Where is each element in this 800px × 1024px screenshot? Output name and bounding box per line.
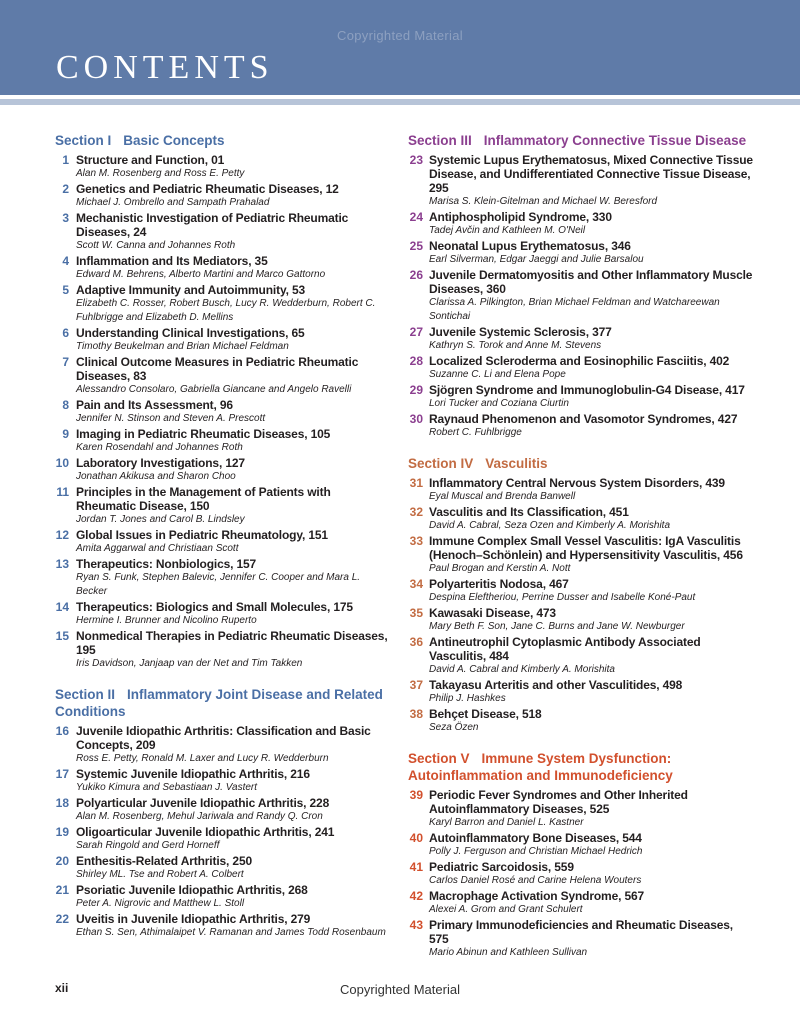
chapter-entry [55, 398, 393, 426]
chapter-entry [55, 211, 393, 253]
chapter-title: Juvenile Systemic Sclerosis, 377 [429, 325, 612, 339]
chapter-number: 41 [409, 860, 423, 874]
chapter-title: Clinical Outcome Measures in Pediatric Rheumatic Diseases, 83 [76, 355, 359, 383]
section-title: Vasculitis [485, 456, 548, 471]
chapter-authors: David A. Cabral and Kimberly A. Morishita [429, 664, 615, 675]
header-divider [0, 99, 800, 105]
chapter-title: Immune Complex Small Vessel Vasculitis: IgA Vasculitis (Henoch–Schönlein) and Hypersensitivity Vasculitis, 456 [429, 534, 743, 562]
chapter-authors: Alessandro Consolaro, Gabriella Giancane and Angelo Ravelli [76, 384, 352, 395]
section-heading [55, 132, 393, 149]
chapter-entry [408, 383, 753, 411]
chapter-authors: Yukiko Kimura and Sebastiaan J. Vastert [76, 782, 258, 793]
chapter-entry [408, 577, 753, 605]
chapter-authors: Mario Abinun and Kathleen Sullivan [429, 947, 588, 958]
chapter-title: Therapeutics: Biologics and Small Molecules, 175 [76, 600, 353, 614]
header-watermark: Copyrighted Material [337, 28, 463, 43]
chapter-title: Periodic Fever Syndromes and Other Inherited Autoinflammatory Diseases, 525 [429, 788, 688, 816]
chapter-title: Primary Immunodeficiencies and Rheumatic Diseases, 575 [429, 918, 733, 946]
chapter-title: Understanding Clinical Investigations, 65 [76, 326, 305, 340]
chapter-entry [55, 724, 393, 766]
chapter-authors: Philip J. Hashkes [429, 693, 506, 704]
chapter-entry [55, 600, 393, 628]
chapter-entry [55, 629, 393, 671]
section-number: Section II [55, 687, 116, 702]
chapter-title: Inflammation and Its Mediators, 35 [76, 254, 268, 268]
section-number: Section IV [408, 456, 474, 471]
chapter-entry [55, 456, 393, 484]
section-title: Inflammatory Joint Disease and Related Conditions [55, 687, 383, 719]
chapter-entry [55, 283, 393, 325]
chapter-title: Mechanistic Investigation of Pediatric Rheumatic Diseases, 24 [76, 211, 349, 239]
chapter-entry [408, 476, 753, 504]
chapter-title: Macrophage Activation Syndrome, 567 [429, 889, 645, 903]
chapter-authors: Jordan T. Jones and Carol B. Lindsley [76, 514, 245, 525]
chapter-authors: Ryan S. Funk, Stephen Balevic, Jennifer C. Cooper and Mara L. Becker [76, 572, 361, 597]
chapter-entry [408, 678, 753, 706]
chapter-authors: Kathryn S. Torok and Anne M. Stevens [429, 340, 602, 351]
chapter-title: Vasculitis and Its Classification, 451 [429, 505, 629, 519]
chapter-number: 31 [409, 476, 423, 490]
section-title: Immune System Dysfunction: Autoinflammation and Immunodeficiency [408, 751, 673, 783]
section-heading [408, 132, 753, 149]
chapter-number: 35 [409, 606, 423, 620]
chapter-number: 38 [409, 707, 423, 721]
chapter-entry [55, 883, 393, 911]
chapter-number: 16 [55, 724, 69, 738]
chapter-title: Oligoarticular Juvenile Idiopathic Arthritis, 241 [76, 825, 335, 839]
chapter-authors: Elizabeth C. Rosser, Robert Busch, Lucy R. Wedderburn, Robert C. Fuhlbrigge and Elizabeth D. Mellins [76, 298, 376, 323]
chapter-entry [408, 707, 753, 735]
chapter-title: Principles in the Management of Patients with Rheumatic Disease, 150 [76, 485, 331, 513]
chapter-authors: Ethan S. Sen, Athimalaipet V. Ramanan and James Todd Rosenbaum [76, 927, 386, 938]
chapter-authors: Hermine I. Brunner and Nicolino Ruperto [76, 615, 257, 626]
chapter-title: Psoriatic Juvenile Idiopathic Arthritis, 268 [76, 883, 308, 897]
chapter-entry [408, 788, 753, 830]
chapter-entry [408, 889, 753, 917]
chapter-number: 1 [62, 153, 69, 167]
chapter-number: 36 [409, 635, 423, 649]
chapter-authors: Sarah Ringold and Gerd Horneff [76, 840, 220, 851]
chapter-number: 6 [62, 326, 69, 340]
chapter-authors: Amita Aggarwal and Christiaan Scott [76, 543, 239, 554]
section-title: Basic Concepts [123, 133, 225, 148]
chapter-authors: Alan M. Rosenberg, Mehul Jariwala and Randy Q. Cron [76, 811, 323, 822]
chapter-authors: Timothy Beukelman and Brian Michael Feldman [76, 341, 289, 352]
chapter-title: Pediatric Sarcoidosis, 559 [429, 860, 574, 874]
chapter-authors: Alan M. Rosenberg and Ross E. Petty [76, 168, 245, 179]
chapter-number: 33 [409, 534, 423, 548]
chapter-number: 40 [409, 831, 423, 845]
chapter-number: 11 [56, 485, 69, 499]
chapter-entry [55, 825, 393, 853]
chapter-title: Adaptive Immunity and Autoimmunity, 53 [76, 283, 305, 297]
chapter-authors: Alexei A. Grom and Grant Schulert [429, 904, 583, 915]
chapter-title: Behçet Disease, 518 [429, 707, 542, 721]
chapter-title: Systemic Juvenile Idiopathic Arthritis, 216 [76, 767, 310, 781]
chapter-entry [55, 854, 393, 882]
chapter-entry [408, 918, 753, 960]
chapter-number: 32 [409, 505, 423, 519]
page-number: xii [55, 981, 69, 995]
chapter-number: 18 [55, 796, 69, 810]
chapter-title: Polyarticular Juvenile Idiopathic Arthritis, 228 [76, 796, 330, 810]
section-number: Section III [408, 133, 472, 148]
chapter-authors: Jennifer N. Stinson and Steven A. Prescott [76, 413, 266, 424]
chapter-authors: David A. Cabral, Seza Ozen and Kimberly A. Morishita [429, 520, 671, 531]
chapter-authors: Ross E. Petty, Ronald M. Laxer and Lucy R. Wedderburn [76, 753, 329, 764]
footer-watermark: Copyrighted Material [340, 982, 460, 997]
chapter-entry [408, 860, 753, 888]
chapter-number: 28 [409, 354, 423, 368]
section-number: Section I [55, 133, 112, 148]
chapter-number: 4 [62, 254, 69, 268]
chapter-entry [408, 354, 753, 382]
left-column [55, 132, 393, 941]
chapter-authors: Eyal Muscal and Brenda Banwell [429, 491, 576, 502]
chapter-title: Polyarteritis Nodosa, 467 [429, 577, 569, 591]
chapter-number: 26 [409, 268, 423, 282]
chapter-entry [55, 254, 393, 282]
chapter-number: 3 [62, 211, 69, 225]
chapter-entry [55, 182, 393, 210]
chapter-title: Pain and Its Assessment, 96 [76, 398, 233, 412]
chapter-title: Uveitis in Juvenile Idiopathic Arthritis, 279 [76, 912, 311, 926]
chapter-entry [408, 505, 753, 533]
chapter-entry [408, 325, 753, 353]
chapter-title: Kawasaki Disease, 473 [429, 606, 556, 620]
chapter-entry [55, 767, 393, 795]
chapter-entry [408, 635, 753, 677]
chapter-number: 30 [409, 412, 423, 426]
chapter-authors: Iris Davidson, Janjaap van der Net and Tim Takken [76, 658, 303, 669]
chapter-title: Sjögren Syndrome and Immunoglobulin-G4 Disease, 417 [429, 383, 745, 397]
chapter-authors: Jonathan Akikusa and Sharon Choo [76, 471, 236, 482]
chapter-authors: Despina Eleftheriou, Perrine Dusser and Isabelle Koné-Paut [429, 592, 696, 603]
chapter-title: Raynaud Phenomenon and Vasomotor Syndromes, 427 [429, 412, 738, 426]
chapter-number: 15 [55, 629, 69, 643]
chapter-authors: Carlos Daniel Rosé and Carine Helena Wouters [429, 875, 642, 886]
page-title: CONTENTS [56, 49, 274, 86]
chapter-title: Systemic Lupus Erythematosus, Mixed Connective Tissue Disease, and Undifferentiated Connective Tissue Disease, 295 [429, 153, 753, 195]
chapter-number: 20 [55, 854, 69, 868]
chapter-number: 39 [409, 788, 423, 802]
chapter-authors: Edward M. Behrens, Alberto Martini and Marco Gattorno [76, 269, 326, 280]
chapter-number: 37 [409, 678, 423, 692]
chapter-title: Takayasu Arteritis and other Vasculitides, 498 [429, 678, 683, 692]
chapter-authors: Seza Özen [429, 722, 479, 733]
chapter-number: 7 [62, 355, 69, 369]
chapter-title: Laboratory Investigations, 127 [76, 456, 245, 470]
header-band [0, 0, 800, 95]
chapter-number: 34 [409, 577, 423, 591]
chapter-authors: Paul Brogan and Kerstin A. Nott [429, 563, 571, 574]
chapter-authors: Polly J. Ferguson and Christian Michael Hedrich [429, 846, 643, 857]
chapter-title: Structure and Function, 01 [76, 153, 225, 167]
chapter-number: 17 [55, 767, 69, 781]
right-column [408, 132, 753, 961]
chapter-number: 13 [55, 557, 69, 571]
chapter-number: 24 [409, 210, 423, 224]
chapter-authors: Shirley ML. Tse and Robert A. Colbert [76, 869, 244, 880]
chapter-authors: Lori Tucker and Coziana Ciurtin [429, 398, 569, 409]
chapter-title: Juvenile Dermatomyositis and Other Inflammatory Muscle Diseases, 360 [429, 268, 753, 296]
chapter-title: Autoinflammatory Bone Diseases, 544 [429, 831, 642, 845]
chapter-title: Antineutrophil Cytoplasmic Antibody Associated Vasculitis, 484 [429, 635, 701, 663]
chapter-title: Global Issues in Pediatric Rheumatology, 151 [76, 528, 328, 542]
chapter-number: 27 [409, 325, 423, 339]
chapter-number: 8 [62, 398, 69, 412]
chapter-title: Enthesitis-Related Arthritis, 250 [76, 854, 252, 868]
chapter-authors: Peter A. Nigrovic and Matthew L. Stoll [76, 898, 245, 909]
chapter-authors: Marisa S. Klein-Gitelman and Michael W. Beresford [429, 196, 658, 207]
chapter-authors: Robert C. Fuhlbrigge [429, 427, 522, 438]
section-number: Section V [408, 751, 470, 766]
chapter-title: Genetics and Pediatric Rheumatic Diseases, 12 [76, 182, 339, 196]
chapter-authors: Earl Silverman, Edgar Jaeggi and Julie Barsalou [429, 254, 644, 265]
chapter-entry [408, 534, 753, 576]
chapter-entry [408, 153, 753, 209]
section-heading [408, 750, 753, 784]
chapter-entry [408, 831, 753, 859]
chapter-entry [55, 796, 393, 824]
chapter-title: Neonatal Lupus Erythematosus, 346 [429, 239, 631, 253]
section-heading [55, 686, 393, 720]
chapter-number: 9 [62, 427, 69, 441]
chapter-entry [55, 427, 393, 455]
chapter-number: 5 [62, 283, 69, 297]
chapter-number: 2 [62, 182, 69, 196]
chapter-number: 29 [409, 383, 423, 397]
chapter-entry [408, 210, 753, 238]
chapter-entry [55, 326, 393, 354]
chapter-number: 14 [55, 600, 69, 614]
chapter-authors: Karyl Barron and Daniel L. Kastner [429, 817, 584, 828]
chapter-entry [55, 485, 393, 527]
chapter-number: 43 [409, 918, 423, 932]
chapter-number: 12 [55, 528, 69, 542]
chapter-authors: Michael J. Ombrello and Sampath Prahalad [76, 197, 270, 208]
chapter-entry [55, 528, 393, 556]
chapter-authors: Scott W. Canna and Johannes Roth [76, 240, 236, 251]
chapter-number: 21 [55, 883, 69, 897]
chapter-number: 10 [55, 456, 69, 470]
chapter-number: 22 [55, 912, 69, 926]
chapter-entry [408, 412, 753, 440]
chapter-entry [55, 153, 393, 181]
chapter-title: Nonmedical Therapies in Pediatric Rheumatic Diseases, 195 [76, 629, 388, 657]
chapter-authors: Clarissa A. Pilkington, Brian Michael Feldman and Watchareewan Sontichai [429, 297, 720, 322]
chapter-number: 19 [55, 825, 69, 839]
chapter-title: Imaging in Pediatric Rheumatic Diseases, 105 [76, 427, 331, 441]
chapter-title: Antiphospholipid Syndrome, 330 [429, 210, 612, 224]
chapter-title: Therapeutics: Nonbiologics, 157 [76, 557, 257, 571]
chapter-authors: Tadej Avčin and Kathleen M. O'Neil [429, 225, 586, 236]
chapter-entry [408, 239, 753, 267]
chapter-number: 42 [409, 889, 423, 903]
chapter-number: 23 [409, 153, 423, 167]
chapter-number: 25 [409, 239, 423, 253]
chapter-authors: Karen Rosendahl and Johannes Roth [76, 442, 243, 453]
chapter-title: Juvenile Idiopathic Arthritis: Classification and Basic Concepts, 209 [76, 724, 371, 752]
chapter-authors: Mary Beth F. Son, Jane C. Burns and Jane W. Newburger [429, 621, 685, 632]
chapter-title: Localized Scleroderma and Eosinophilic Fasciitis, 402 [429, 354, 730, 368]
chapter-entry [55, 557, 393, 599]
chapter-entry [408, 268, 753, 324]
section-heading [408, 455, 753, 472]
chapter-entry [55, 355, 393, 397]
chapter-title: Inflammatory Central Nervous System Disorders, 439 [429, 476, 725, 490]
chapter-entry [408, 606, 753, 634]
section-title: Inflammatory Connective Tissue Disease [483, 133, 747, 148]
chapter-authors: Suzanne C. Li and Elena Pope [429, 369, 566, 380]
chapter-entry [55, 912, 393, 940]
